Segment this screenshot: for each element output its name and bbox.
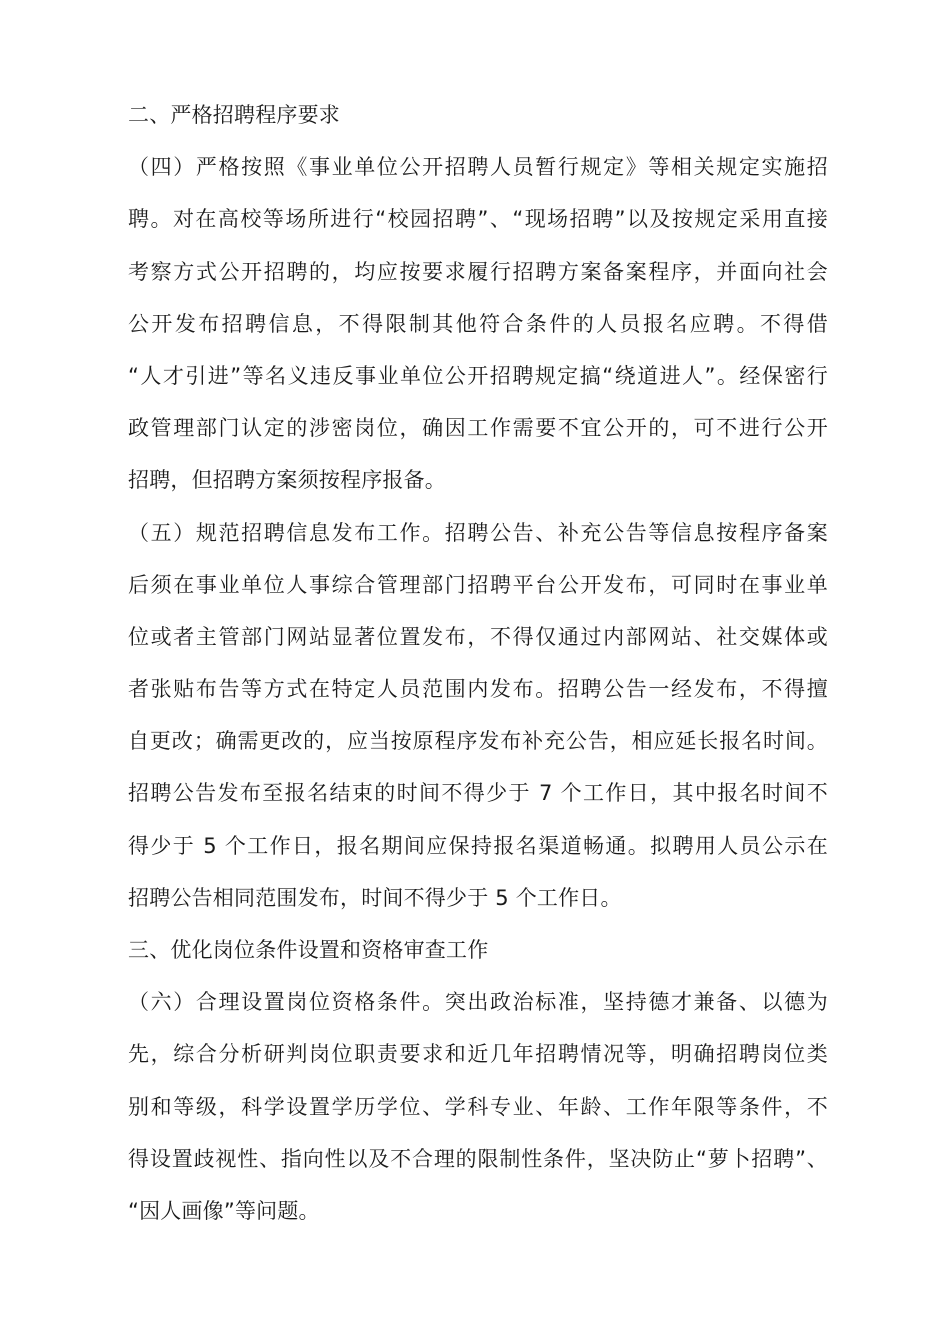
paragraph-line: 者张贴布告等方式在特定人员范围内发布。招聘公告一经发布，不得擅 <box>128 677 828 702</box>
paragraph-line: 政管理部门认定的涉密岗位，确因工作需要不宜公开的，可不进行公开 <box>128 416 828 441</box>
paragraph-line: 公开发布招聘信息，不得限制其他符合条件的人员报名应聘。不得借 <box>128 311 828 336</box>
document-body <box>128 89 828 1237</box>
paragraph-line: （五）规范招聘信息发布工作。招聘公告、补充公告等信息按程序备案 <box>128 520 828 545</box>
section-heading-3 <box>128 924 828 976</box>
heading-text: 三、优化岗位条件设置和资格审查工作 <box>128 938 489 962</box>
paragraph-line: 聘。对在高校等场所进行“校园招聘”、“现场招聘”以及按规定采用直接 <box>128 207 828 232</box>
paragraph-line: 得少于 5 个工作日，报名期间应保持报名渠道畅通。拟聘用人员公示在 <box>128 833 828 858</box>
paragraph-line: 位或者主管部门网站显著位置发布，不得仅通过内部网站、社交媒体或 <box>128 624 828 649</box>
heading-text: 二、严格招聘程序要求 <box>128 103 340 127</box>
paragraph-line: “人才引进”等名义违反事业单位公开招聘规定搞“绕道进人”。经保密行 <box>128 363 828 388</box>
section-heading-2 <box>128 89 828 141</box>
paragraph-6 <box>128 976 828 1237</box>
paragraph-line: “因人画像”等问题。 <box>128 1198 320 1223</box>
paragraph-5 <box>128 507 828 925</box>
paragraph-4 <box>128 141 828 506</box>
paragraph-line: （六）合理设置岗位资格条件。突出政治标准，坚持德才兼备、以德为 <box>128 990 828 1015</box>
paragraph-line: 先，综合分析研判岗位职责要求和近几年招聘情况等，明确招聘岗位类 <box>128 1042 828 1067</box>
paragraph-line: 得设置歧视性、指向性以及不合理的限制性条件，坚决防止“萝卜招聘”、 <box>128 1146 828 1171</box>
paragraph-line: 后须在事业单位人事综合管理部门招聘平台公开发布，可同时在事业单 <box>128 572 828 597</box>
paragraph-line: 自更改；确需更改的，应当按原程序发布补充公告，相应延长报名时间。 <box>128 729 828 754</box>
paragraph-line: （四）严格按照《事业单位公开招聘人员暂行规定》等相关规定实施招 <box>128 155 828 180</box>
paragraph-line: 招聘，但招聘方案须按程序报备。 <box>128 468 446 493</box>
paragraph-line: 别和等级，科学设置学历学位、学科专业、年龄、工作年限等条件，不 <box>128 1094 828 1119</box>
paragraph-line: 招聘公告相同范围发布，时间不得少于 5 个工作日。 <box>128 885 622 910</box>
paragraph-line: 招聘公告发布至报名结束的时间不得少于 7 个工作日，其中报名时间不 <box>128 781 828 806</box>
paragraph-line: 考察方式公开招聘的，均应按要求履行招聘方案备案程序，并面向社会 <box>128 259 828 284</box>
